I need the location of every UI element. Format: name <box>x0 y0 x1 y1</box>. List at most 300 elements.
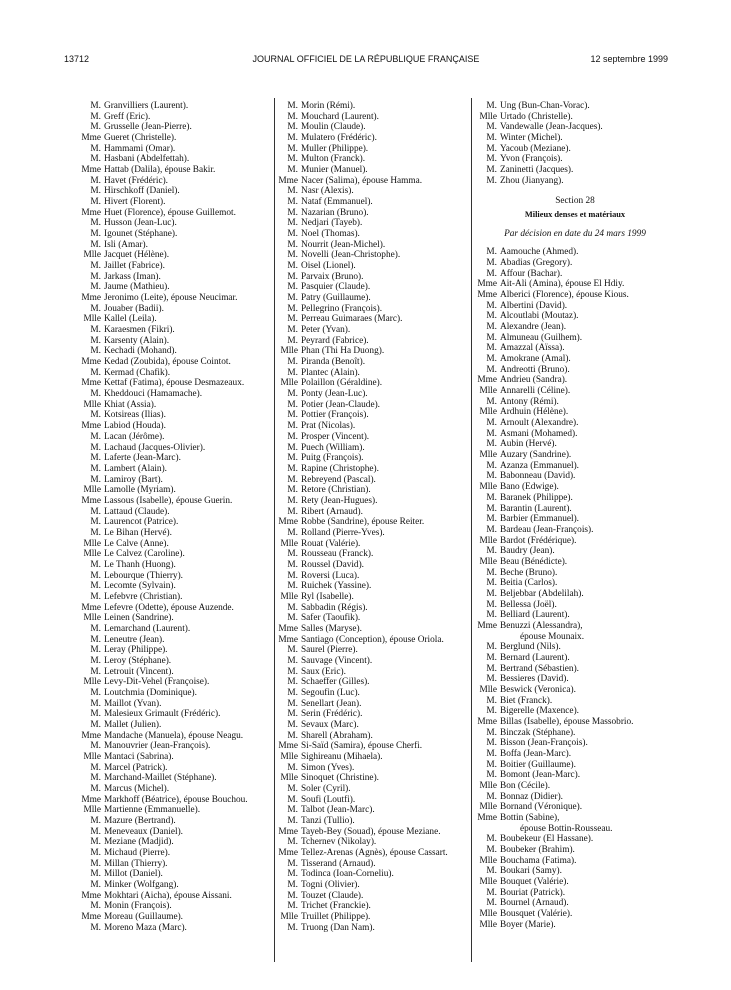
person-name: Oisel (Lionel). <box>301 261 356 272</box>
person-name: Muller (Philippe). <box>301 143 369 154</box>
list-item <box>281 475 467 486</box>
list-item <box>81 794 270 806</box>
person-name: Aamouche (Ahmed). <box>500 247 579 258</box>
person-name: Aubin (Hervé). <box>500 439 557 450</box>
list-item <box>84 176 270 187</box>
list-item <box>480 802 670 813</box>
civility-title: Mme <box>477 812 497 823</box>
civility-title: M. <box>287 463 298 474</box>
person-name: Bertrand (Sébastien). <box>500 663 579 674</box>
civility-title: M. <box>486 898 497 909</box>
civility-title: M. <box>90 346 101 357</box>
person-name: Rapine (Christophe). <box>301 463 379 474</box>
person-name: Boffa (Jean-Marc). <box>500 748 572 759</box>
list-item <box>84 773 270 784</box>
civility-title: M. <box>90 826 101 837</box>
person-name: Le Thanh (Huong). <box>104 559 176 570</box>
civility-title: Mlle <box>280 378 298 389</box>
person-name: Moulin (Claude). <box>301 122 366 133</box>
civility-title: M. <box>486 354 497 365</box>
person-name: Rolland (Pierre-Yves). <box>301 527 385 538</box>
list-item <box>480 322 670 333</box>
person-name: Boubekeur (El Hassane). <box>500 834 594 845</box>
person-name: Beau (Bénédicte). <box>500 556 568 567</box>
person-name: Bardeau (Jean-François). <box>500 524 594 535</box>
person-name: Husson (Jean-Luc). <box>104 218 177 229</box>
list-item <box>480 568 670 579</box>
list-item <box>84 346 270 357</box>
list-item <box>281 805 467 816</box>
list-item <box>84 539 270 550</box>
list-item <box>480 165 670 176</box>
person-name: Ribert (Arnaud). <box>301 506 363 517</box>
civility-title: M. <box>90 527 101 538</box>
civility-title: M. <box>90 784 101 794</box>
person-name: Greff (Eric). <box>104 111 151 122</box>
person-name: Lachaud (Jacques-Olivier). <box>104 442 206 453</box>
person-name: Ardhuin (Hélène). <box>500 407 569 418</box>
person-name: Azanza (Emmanuel). <box>500 460 579 471</box>
person-name: Bano (Edwige). <box>500 482 559 493</box>
list-item <box>480 514 670 525</box>
civility-title: M. <box>90 858 101 869</box>
civility-title: Mme <box>81 357 101 368</box>
civility-title: M. <box>486 322 497 333</box>
civility-title: M. <box>287 890 298 901</box>
person-name: Beitia (Carlos). <box>500 578 558 589</box>
civility-title: Mme <box>278 826 298 837</box>
civility-title: M. <box>287 719 298 730</box>
list-item <box>84 741 270 752</box>
civility-title: M. <box>287 559 298 570</box>
civility-title: M. <box>90 623 101 634</box>
civility-title: Mme <box>81 495 101 506</box>
civility-title: M. <box>486 503 497 514</box>
page-number: 13712 <box>64 54 90 64</box>
list-item <box>480 898 670 909</box>
person-name: Millan (Thierry). <box>104 858 168 869</box>
civility-title: M. <box>287 207 298 218</box>
list-item <box>281 891 467 902</box>
list-item <box>281 709 467 720</box>
list-item <box>281 272 467 283</box>
civility-title: M. <box>90 111 101 122</box>
list-item <box>281 603 467 614</box>
civility-title: Mlle <box>83 399 101 410</box>
name-column-1 <box>81 101 270 933</box>
civility-title: M. <box>287 837 298 848</box>
person-name: Bon (Cécile). <box>500 780 551 791</box>
list-item <box>281 731 467 742</box>
person-name: épouse Bottin-Rousseau. <box>520 823 613 834</box>
list-item <box>477 812 670 824</box>
list-item <box>84 645 270 656</box>
civility-title: M. <box>90 741 101 752</box>
list-item <box>81 378 270 389</box>
list-item <box>281 592 467 603</box>
person-name: Togni (Olivier). <box>301 880 360 891</box>
person-name: Nourrit (Jean-Michel). <box>301 239 386 250</box>
person-name: Beljebbar (Abdelilah). <box>500 588 584 599</box>
list-item <box>281 688 467 699</box>
civility-title: M. <box>486 311 497 322</box>
person-name: Roversi (Luca). <box>301 570 360 581</box>
person-name: Michaud (Pierre). <box>104 848 171 859</box>
list-item <box>281 410 467 421</box>
person-name: Hirschkoff (Daniel). <box>104 186 180 197</box>
list-item <box>480 770 670 781</box>
person-name: Nacer (Salima), épouse Hamma. <box>301 175 423 186</box>
person-name: Mazure (Bertrand). <box>104 816 176 827</box>
person-name: Berglund (Nils). <box>500 642 561 653</box>
person-name: Pasquier (Claude). <box>301 282 371 293</box>
list-item <box>81 133 270 144</box>
list-item <box>480 418 670 429</box>
civility-title: Mlle <box>479 535 497 546</box>
civility-title: M. <box>486 791 497 802</box>
civility-title: M. <box>90 848 101 859</box>
list-item <box>84 549 270 560</box>
civility-title: M. <box>90 869 101 880</box>
person-name: Biet (Franck). <box>500 695 553 706</box>
person-name: Laferte (Jean-Marc). <box>104 453 181 464</box>
list-item <box>84 869 270 880</box>
list-item <box>281 154 467 165</box>
civility-title: M. <box>90 762 101 773</box>
civility-title: M. <box>486 332 497 343</box>
civility-title: M. <box>486 567 497 578</box>
person-name: Patry (Guillaume). <box>301 293 371 304</box>
civility-title: M. <box>90 687 101 698</box>
person-name: Le Bihan (Hervé). <box>104 527 172 538</box>
civility-title: Mlle <box>280 538 298 549</box>
civility-title: Mlle <box>83 549 101 560</box>
civility-title: M. <box>486 492 497 503</box>
list-item <box>84 410 270 421</box>
person-name: Sighireanu (Mihaela). <box>301 751 383 762</box>
civility-title: Mlle <box>479 407 497 418</box>
list-item <box>281 699 467 710</box>
person-name: Marchand-Maillet (Stéphane). <box>104 773 217 784</box>
list-item <box>84 784 270 795</box>
civility-title: M. <box>90 698 101 709</box>
person-name: Ait-Ali (Amina), épouse El Hdiy. <box>500 279 625 290</box>
list-item <box>480 856 670 867</box>
civility-title: M. <box>486 663 497 674</box>
list-item <box>281 336 467 347</box>
civility-title: Mme <box>278 634 298 645</box>
list-item <box>480 504 670 515</box>
list-item <box>281 784 467 795</box>
list-item <box>477 375 670 386</box>
list-item <box>84 218 270 229</box>
list-item <box>480 471 670 482</box>
list-item <box>281 901 467 912</box>
civility-title: M. <box>287 709 298 720</box>
person-name: Talbot (Jean-Marc). <box>301 805 375 816</box>
list-item <box>480 311 670 322</box>
civility-title: M. <box>287 869 298 880</box>
civility-title: M. <box>486 738 497 749</box>
list-item <box>480 674 670 685</box>
list-item <box>281 314 467 325</box>
civility-title: M. <box>287 218 298 229</box>
civility-title: M. <box>90 239 101 250</box>
person-name: Zaninetti (Jacques). <box>500 165 574 176</box>
civility-title: M. <box>287 442 298 453</box>
person-name: Meziane (Madjid). <box>104 837 174 848</box>
list-item <box>278 741 467 752</box>
list-item <box>81 912 270 923</box>
civility-title: M. <box>90 101 101 111</box>
list-item <box>480 642 670 653</box>
civility-title: M. <box>90 645 101 656</box>
civility-title: M. <box>486 165 497 176</box>
list-item <box>278 848 467 859</box>
person-name: Jaume (Mathieu). <box>104 282 170 293</box>
person-name: Andreotti (Bruno). <box>500 364 570 375</box>
civility-title: Mme <box>477 716 497 727</box>
list-item <box>281 795 467 806</box>
person-name: Maillot (Yvan). <box>104 698 162 709</box>
civility-title: M. <box>287 186 298 197</box>
civility-title: M. <box>287 570 298 581</box>
person-name: Havet (Frédéric). <box>104 175 169 186</box>
civility-title: Mme <box>81 378 101 389</box>
civility-title: M. <box>287 794 298 805</box>
person-name: Lebourque (Thierry). <box>104 570 183 581</box>
person-name: Truong (Dan Nam). <box>301 922 375 933</box>
civility-title: M. <box>287 901 298 912</box>
civility-title: M. <box>287 314 298 325</box>
person-name: Urtado (Christelle). <box>500 111 573 122</box>
list-item <box>281 464 467 475</box>
list-item <box>84 624 270 635</box>
civility-title: M. <box>287 101 298 111</box>
civility-title: M. <box>486 460 497 471</box>
list-item <box>281 218 467 229</box>
list-item <box>480 664 670 675</box>
person-name: Kedad (Zoubida), épouse Cointot. <box>104 357 231 368</box>
list-item <box>281 912 467 923</box>
civility-title: Mlle <box>280 773 298 784</box>
person-name: Ruichek (Yassine). <box>301 581 372 592</box>
person-name: Millot (Daniel). <box>104 869 163 880</box>
list-item <box>281 357 467 368</box>
civility-title: M. <box>287 154 298 165</box>
civility-title: Mme <box>81 890 101 901</box>
person-name: Hattab (Dalila), épouse Bakir. <box>104 165 216 176</box>
list-item <box>84 475 270 486</box>
person-name: Salles (Maryse). <box>301 623 362 634</box>
civility-title: M. <box>90 410 101 421</box>
list-item <box>480 920 670 931</box>
civility-title: M. <box>90 880 101 891</box>
person-name: Serin (Frédéric). <box>301 709 363 720</box>
civility-title: M. <box>486 524 497 535</box>
civility-title: M. <box>287 239 298 250</box>
civility-title: M. <box>287 495 298 506</box>
list-item <box>281 112 467 123</box>
list-item <box>84 816 270 827</box>
civility-title: Mlle <box>280 912 298 923</box>
name-column-3-top <box>480 101 670 186</box>
person-name: Alberici (Florence), épouse Kious. <box>500 290 629 301</box>
section-name-list <box>477 247 670 930</box>
civility-title: M. <box>287 655 298 666</box>
person-name: Lecomte (Sylvain). <box>104 581 176 592</box>
list-item <box>84 485 270 496</box>
list-item <box>84 325 270 336</box>
list-item <box>84 592 270 603</box>
list-item <box>81 495 270 507</box>
list-item <box>281 282 467 293</box>
civility-title: M. <box>486 599 497 610</box>
civility-title: Mme <box>81 293 101 304</box>
person-name: Martienne (Emmanuelle). <box>104 805 201 816</box>
person-name: Tchernev (Nikolay). <box>301 837 377 848</box>
civility-title: Mlle <box>280 591 298 602</box>
list-item <box>84 112 270 123</box>
person-name: Morin (Rémi). <box>301 101 356 111</box>
civility-title: M. <box>486 343 497 354</box>
list-item <box>84 827 270 838</box>
list-item <box>84 229 270 240</box>
civility-title: M. <box>287 229 298 240</box>
person-name: Kheddouci (Hamamache). <box>104 389 203 400</box>
person-name: Sinoquet (Christine). <box>301 773 379 784</box>
list-item <box>480 269 670 280</box>
list-item <box>480 407 670 418</box>
civility-title: M. <box>287 474 298 485</box>
list-item <box>84 581 270 592</box>
section-title: Section 28 <box>555 196 595 207</box>
person-name: Tellez-Arenas (Agnès), épouse Cassart. <box>301 848 448 859</box>
civility-title: Mlle <box>479 855 497 866</box>
person-name: Bouchama (Fatima). <box>500 855 577 866</box>
list-item <box>281 432 467 443</box>
list-item <box>278 826 467 838</box>
person-name: Kechadi (Mohand). <box>104 346 177 357</box>
person-name: Lambert (Alain). <box>104 463 167 474</box>
civility-title: M. <box>287 922 298 933</box>
civility-title: M. <box>486 642 497 653</box>
list-item <box>480 909 670 920</box>
person-name: Antony (Rémi). <box>500 396 559 407</box>
civility-title: M. <box>287 506 298 517</box>
person-name: Auzary (Sandrine). <box>500 450 572 461</box>
list-item <box>84 848 270 859</box>
person-name: Sevaux (Marc). <box>301 719 359 730</box>
civility-title: M. <box>90 197 101 208</box>
list-item <box>281 667 467 678</box>
list-item <box>480 247 670 258</box>
list-item <box>480 122 670 133</box>
person-name: Isli (Amar). <box>104 239 148 250</box>
civility-title: M. <box>486 866 497 877</box>
civility-title: Mme <box>278 848 298 859</box>
civility-title: M. <box>287 367 298 378</box>
person-name: Beswick (Veronica). <box>500 684 576 695</box>
list-item <box>81 602 270 614</box>
list-item <box>81 293 270 304</box>
list-item <box>281 773 467 784</box>
person-name: Kotsireas (Ilias). <box>104 410 166 421</box>
list-item <box>84 261 270 272</box>
list-item <box>480 749 670 760</box>
list-item <box>281 400 467 411</box>
civility-title: M. <box>287 197 298 208</box>
person-name: Parvaix (Bruno). <box>301 271 364 282</box>
person-name: Touzet (Claude). <box>301 890 364 901</box>
civility-title: M. <box>90 634 101 645</box>
person-name: Pellegrino (François). <box>301 303 383 314</box>
list-item <box>480 439 670 450</box>
civility-title: M. <box>90 367 101 378</box>
person-name: Safer (Taoufik). <box>301 613 361 624</box>
person-name: Loutchmia (Dominique). <box>104 687 197 698</box>
person-name: Leroy (Stéphane). <box>104 655 172 666</box>
list-item <box>480 546 670 557</box>
list-item <box>81 165 270 176</box>
person-name: Amokrane (Amal). <box>500 354 571 365</box>
civility-title: M. <box>486 610 497 621</box>
civility-title: M. <box>486 364 497 375</box>
list-item <box>84 368 270 379</box>
civility-title: Mlle <box>479 450 497 461</box>
person-name: Bardot (Frédérique). <box>500 535 577 546</box>
civility-title: M. <box>486 887 497 898</box>
civility-title: M. <box>486 759 497 770</box>
list-item <box>480 877 670 888</box>
person-name: Jaillet (Fabrice). <box>104 261 165 272</box>
civility-title: M. <box>90 143 101 154</box>
list-item <box>281 304 467 315</box>
person-name: Markhoff (Béatrice), épouse Bouchou. <box>104 794 248 805</box>
civility-title: Mme <box>81 912 101 923</box>
list-item <box>84 101 270 112</box>
person-name: Si-Saïd (Samira), épouse Cherfi. <box>301 741 423 752</box>
name-column-3 <box>477 101 670 930</box>
person-name: Belliard (Laurent). <box>500 610 570 621</box>
list-item <box>84 144 270 155</box>
list-item <box>84 560 270 571</box>
page-header <box>64 54 668 66</box>
list-item <box>281 560 467 571</box>
civility-title: M. <box>90 175 101 186</box>
civility-title: M. <box>486 845 497 855</box>
person-name: Annarelli (Céline). <box>500 386 571 397</box>
person-name: Igounet (Stéphane). <box>104 229 178 240</box>
list-item <box>480 333 670 344</box>
list-item <box>480 632 670 643</box>
civility-title: Mme <box>81 207 101 218</box>
civility-title: M. <box>287 666 298 677</box>
list-item <box>281 378 467 389</box>
civility-title: M. <box>287 453 298 464</box>
person-name: Novelli (Jean-Christophe). <box>301 250 401 261</box>
list-item <box>281 880 467 891</box>
civility-title: M. <box>486 706 497 717</box>
person-name: Peter (Yvan). <box>301 325 351 336</box>
civility-title: M. <box>287 271 298 282</box>
person-name: Sauvage (Vincent). <box>301 655 373 666</box>
person-name: Tanzi (Tullio). <box>301 816 355 827</box>
list-item <box>281 539 467 550</box>
person-name: Bottin (Sabine), <box>500 812 560 823</box>
civility-title: Mme <box>477 279 497 290</box>
civility-title: Mme <box>81 602 101 613</box>
